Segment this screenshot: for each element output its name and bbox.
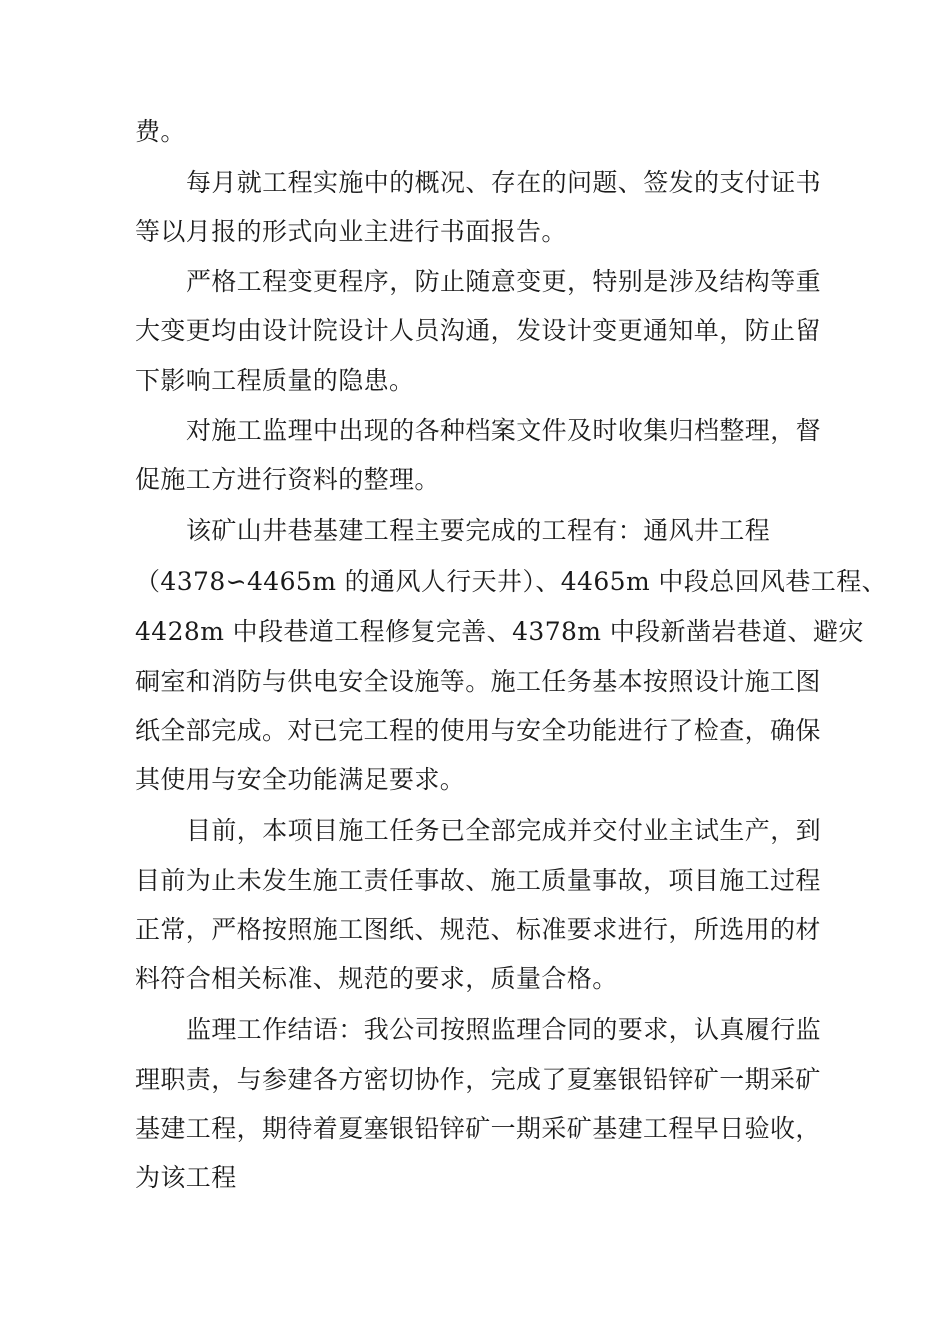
text-line: 纸全部完成。对已完工程的使用与安全功能进行了检查，确保 (135, 716, 821, 745)
paragraph-first-line: 每月就工程实施中的概况、存在的问题、签发的支付证书 (186, 168, 822, 197)
text-line: 4428m 中段巷道工程修复完善、4378m 中段新凿岩巷道、避灾 (135, 617, 864, 646)
text-line: 目前为止未发生施工责任事故、施工质量事故，项目施工过程 (135, 866, 821, 895)
text-line: 正常，严格按照施工图纸、规范、标准要求进行，所选用的材 (135, 915, 821, 944)
text-line: 硐室和消防与供电安全设施等。施工任务基本按照设计施工图 (135, 667, 821, 696)
paragraph-first-line: 严格工程变更程序，防止随意变更，特别是涉及结构等重 (186, 267, 822, 296)
text-line: 下影响工程质量的隐患。 (135, 366, 415, 395)
text-line: 理职责，与参建各方密切协作，完成了夏塞银铅锌矿一期采矿 (135, 1065, 821, 1094)
text-line: （4378∽4465m 的通风人行天井）、4465m 中段总回风巷工程、 (135, 567, 888, 596)
paragraph-first-line: 监理工作结语：我公司按照监理合同的要求，认真履行监 (186, 1015, 822, 1044)
text-line: 其使用与安全功能满足要求。 (135, 765, 466, 794)
text-line: 料符合相关标准、规范的要求，质量合格。 (135, 964, 618, 993)
text-line: 大变更均由设计院设计人员沟通，发设计变更通知单，防止留 (135, 316, 821, 345)
text-line: 等以月报的形式向业主进行书面报告。 (135, 217, 567, 246)
paragraph-first-line: 该矿山井巷基建工程主要完成的工程有：通风井工程 (186, 516, 771, 545)
paragraph-first-line: 对施工监理中出现的各种档案文件及时收集归档整理，督 (186, 416, 822, 445)
text-line: 促施工方进行资料的整理。 (135, 465, 440, 494)
text-line: 费。 (135, 117, 186, 146)
text-line: 基建工程，期待着夏塞银铅锌矿一期采矿基建工程早日验收， (135, 1114, 821, 1143)
text-line: 为该工程 (135, 1163, 237, 1192)
paragraph-first-line: 目前，本项目施工任务已全部完成并交付业主试生产，到 (186, 816, 822, 845)
